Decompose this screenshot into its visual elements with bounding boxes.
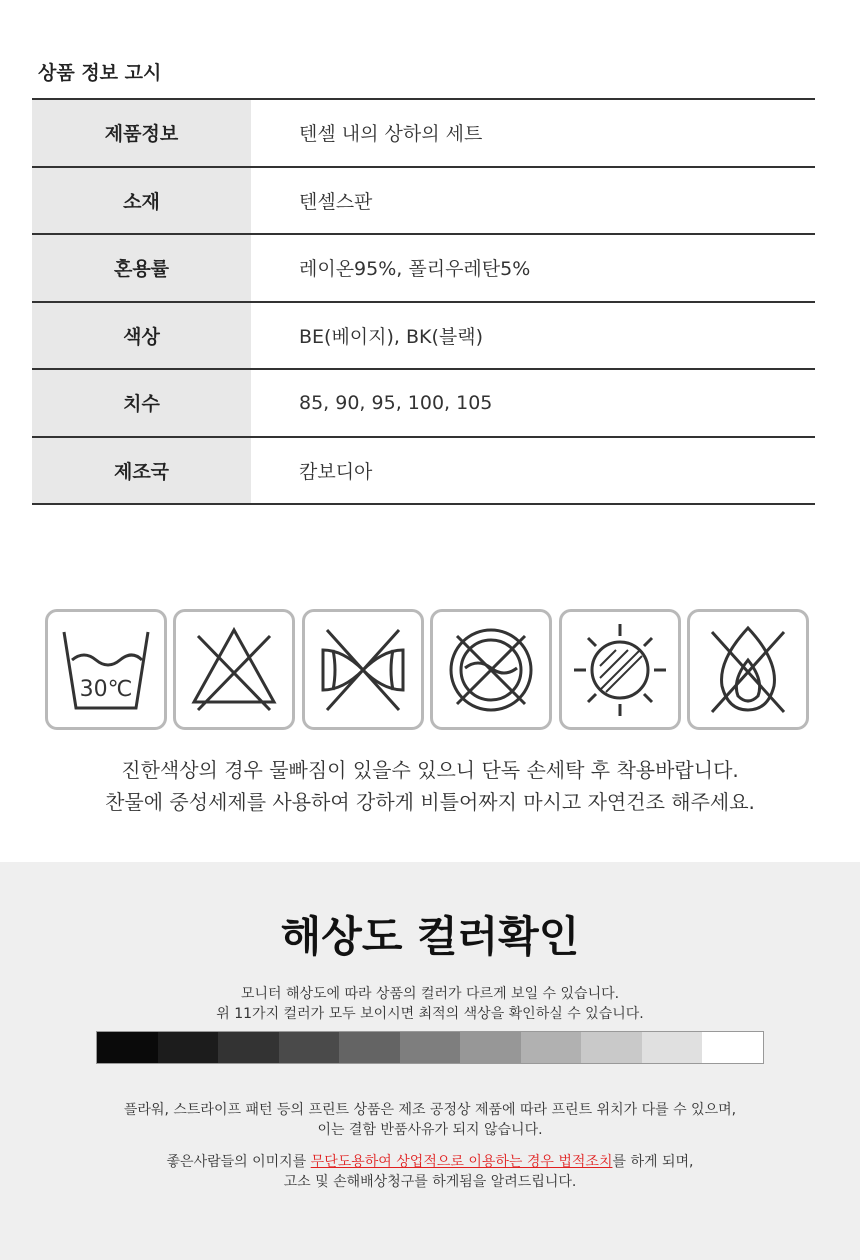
color-swatch: [521, 1032, 582, 1063]
print-notice: [0, 1100, 860, 1140]
color-swatch: [339, 1032, 400, 1063]
notice-line: 이는 결함 반품사유가 되지 않습니다.: [317, 1122, 543, 1138]
row-value: 캄보디아: [299, 460, 373, 483]
row-key: 색상: [32, 303, 251, 369]
color-swatch: [158, 1032, 219, 1063]
care-note-line: 찬물에 중성세제를 사용하여 강하게 비틀어짜지 마시고 자연건조 해주세요.: [105, 790, 755, 814]
no-sun-dry-icon: [559, 609, 681, 730]
section-title: 상품 정보 고시: [38, 62, 162, 84]
notice-text: 좋은사람들의 이미지를: [166, 1154, 311, 1170]
care-note-line: 진한색상의 경우 물빠짐이 있을수 있으니 단독 손세탁 후 착용바랍니다.: [121, 758, 739, 782]
table-row: [32, 100, 815, 168]
legal-warning: 무단도용하여 상업적으로 이용하는 경우 법적조치: [310, 1154, 613, 1170]
care-notes: [0, 754, 860, 818]
row-value: 텐셀 내의 상하의 세트: [299, 123, 483, 146]
row-value: 텐셀스판: [299, 190, 373, 213]
resolution-desc-line: 모니터 해상도에 따라 상품의 컬러가 다르게 보일 수 있습니다.: [240, 986, 620, 1002]
row-value: 레이온95%, 폴리우레탄5%: [299, 258, 531, 281]
color-swatch: [279, 1032, 340, 1063]
table-row: [32, 438, 815, 506]
color-swatch: [97, 1032, 158, 1063]
hand-wash-30c-icon: [45, 609, 167, 730]
row-key: 제조국: [32, 438, 251, 504]
row-value: 85, 90, 95, 100, 105: [299, 391, 493, 414]
no-tumble-dry-icon: [430, 609, 552, 730]
product-info-table: [32, 98, 815, 505]
copyright-notice: [0, 1152, 860, 1192]
row-key: 치수: [32, 370, 251, 436]
no-dry-clean-icon: [687, 609, 809, 730]
color-swatch: [642, 1032, 703, 1063]
notice-line: 플라워, 스트라이프 패턴 등의 프린트 상품은 제조 공정상 제품에 따라 프린트 위치가 다를 수 있으며,: [123, 1102, 737, 1118]
notice-line: [0, 1152, 860, 1172]
notice-text: 를 하게 되며,: [612, 1154, 694, 1170]
table-row: [32, 168, 815, 236]
resolution-title: 해상도 컬러확인: [280, 912, 580, 961]
no-bleach-icon: [173, 609, 295, 730]
resolution-desc-line: 위 11가지 컬러가 모두 보이시면 최적의 색상을 확인하실 수 있습니다.: [216, 1006, 644, 1022]
row-value: BE(베이지), BK(블랙): [299, 325, 484, 348]
table-row: [32, 303, 815, 371]
row-key: 제품정보: [32, 100, 251, 166]
table-row: [32, 370, 815, 438]
care-icons: [45, 609, 809, 730]
color-swatch: [400, 1032, 461, 1063]
color-swatch: [581, 1032, 642, 1063]
color-swatch: [218, 1032, 279, 1063]
row-key: 혼용률: [32, 235, 251, 301]
color-swatch-strip: [96, 1031, 764, 1064]
color-swatch: [460, 1032, 521, 1063]
table-row: [32, 235, 815, 303]
wash-temp-label: 30℃: [79, 676, 133, 702]
resolution-description: [0, 984, 860, 1024]
color-swatch: [702, 1032, 763, 1063]
row-key: 소재: [32, 168, 251, 234]
notice-line: 고소 및 손해배상청구를 하게됨을 알려드립니다.: [283, 1174, 577, 1190]
no-wring-icon: [302, 609, 424, 730]
